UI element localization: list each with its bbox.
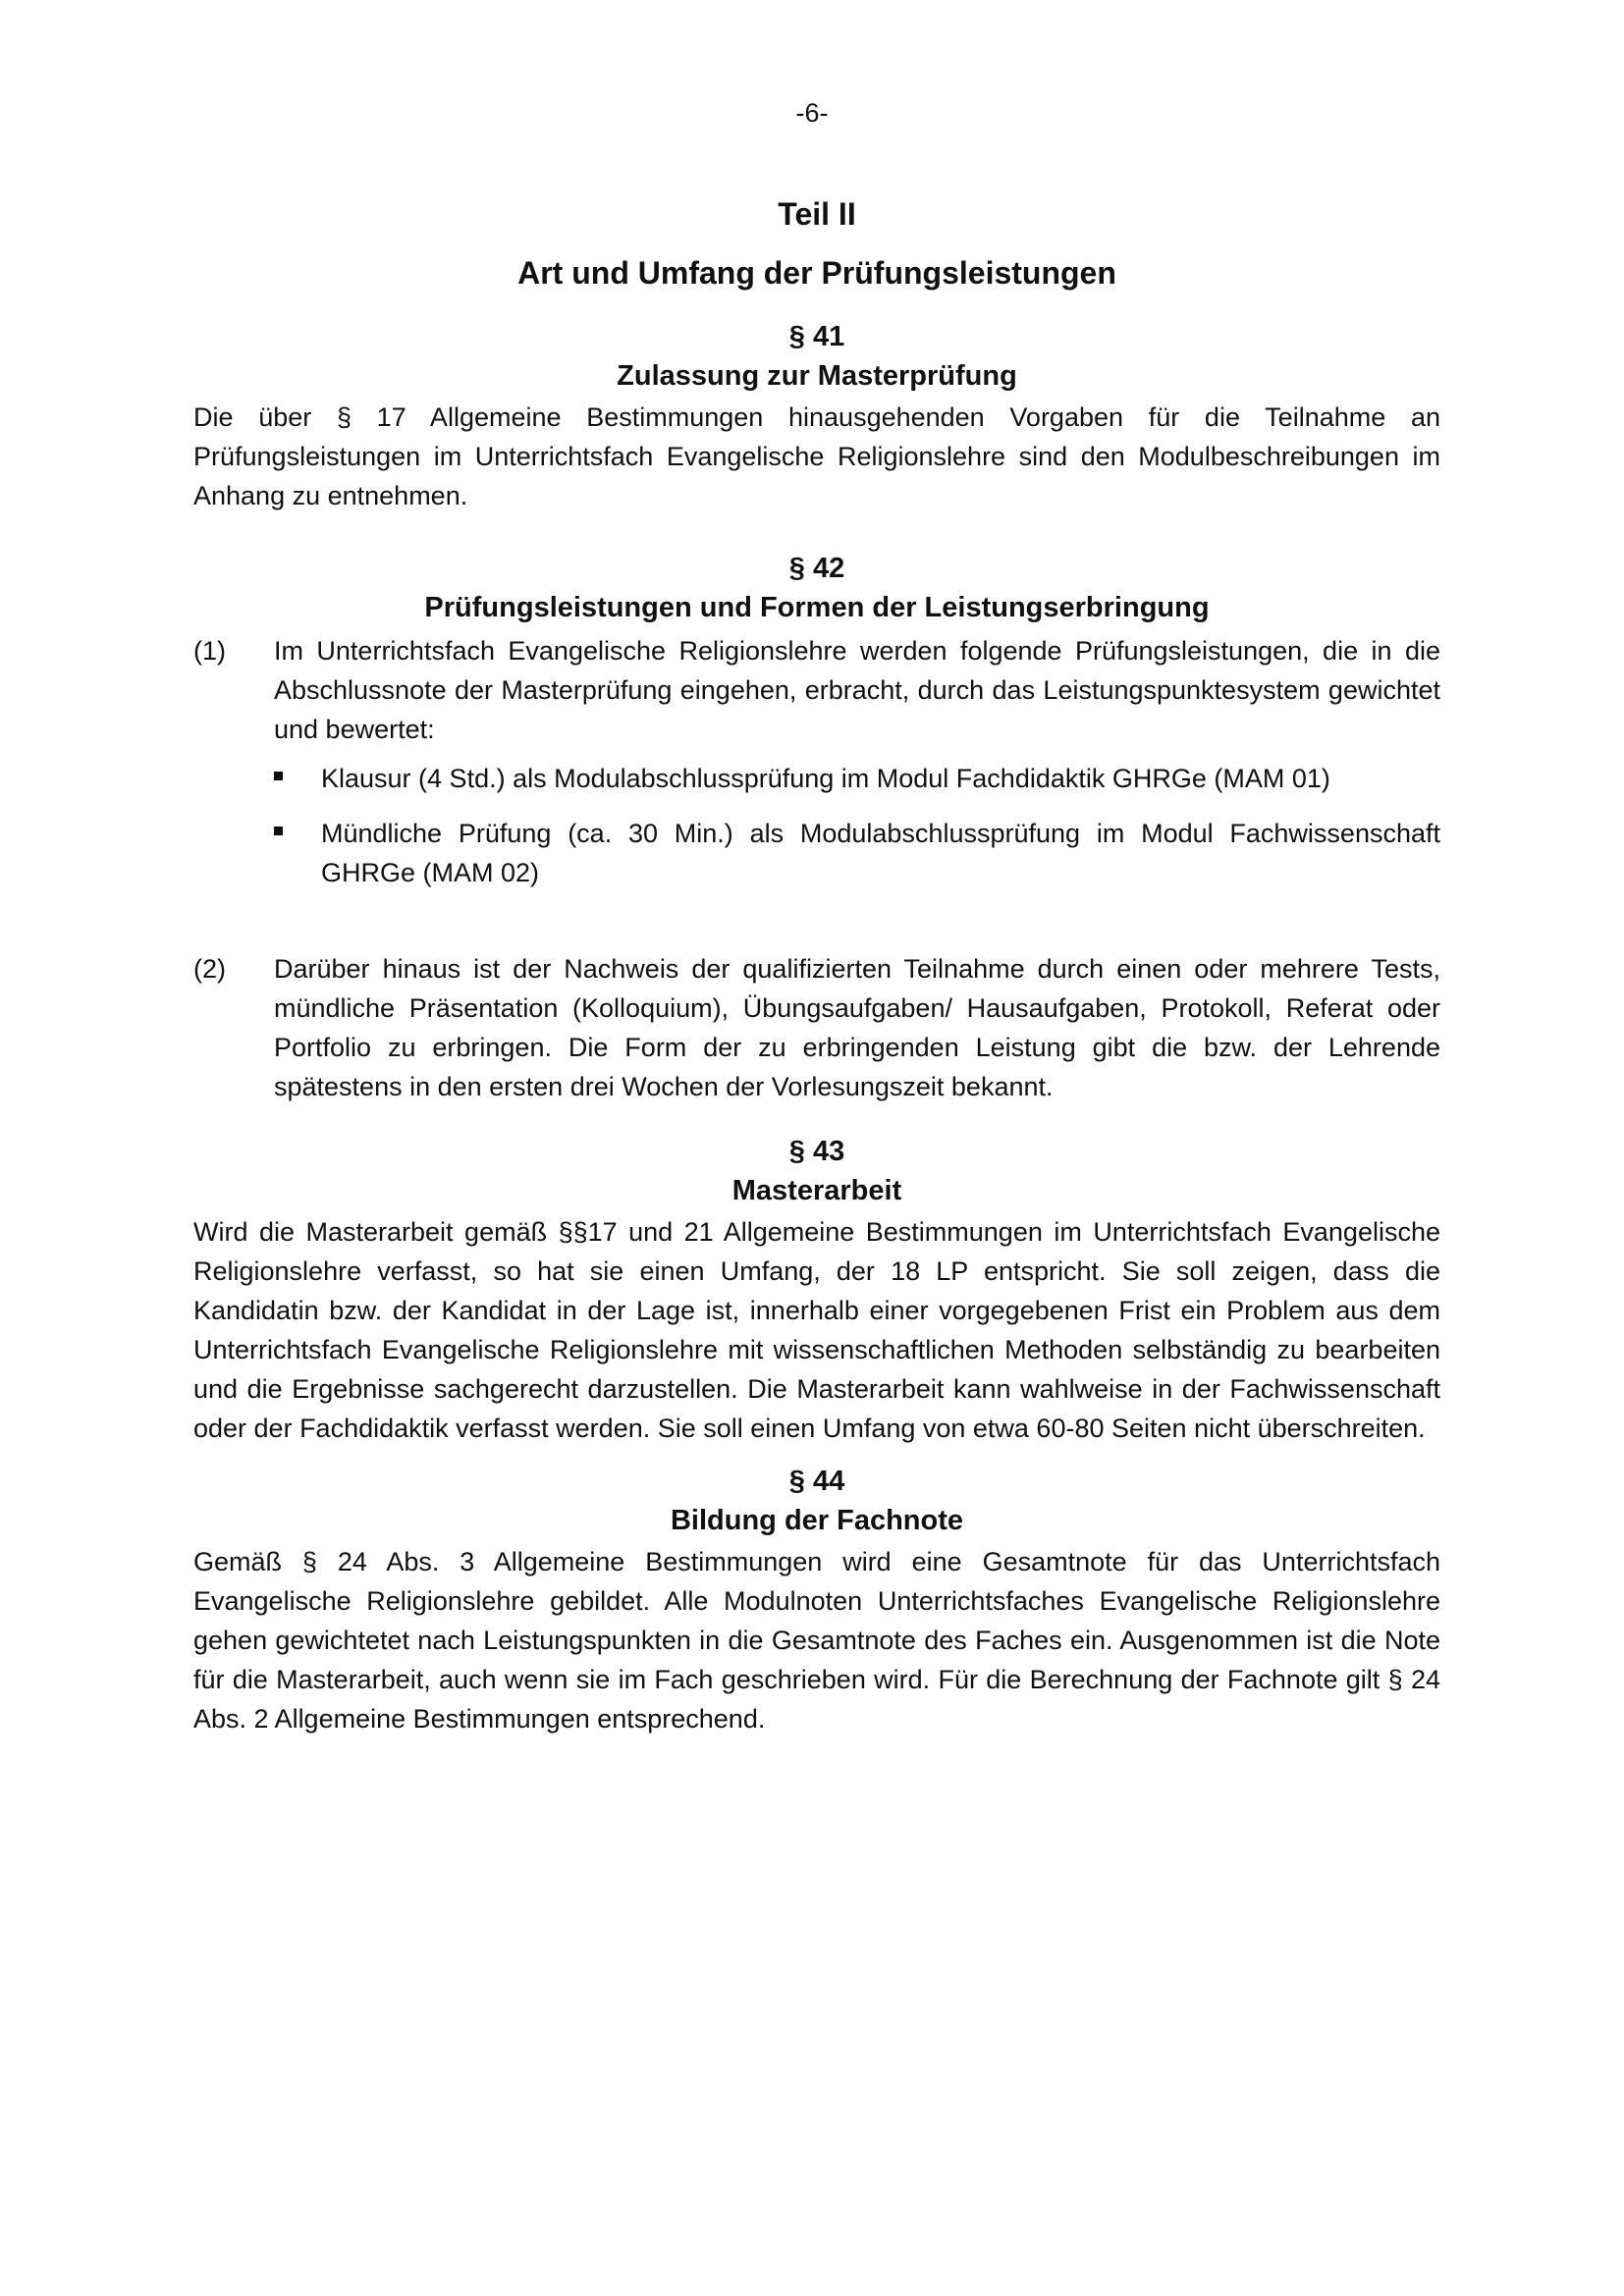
bullet-list — [193, 759, 1440, 892]
paragraph-text: Im Unterrichtsfach Evangelische Religionslehre werden folgende Prüfungsleistungen, die in die Abschlussnote der Masterprüfung eingehen, erbracht, durch das Leistungspunktesystem gewichtet und bewertet: — [274, 636, 1440, 744]
page-number: -6- — [795, 98, 829, 128]
paragraph-label: (1) — [193, 636, 226, 666]
page-content — [193, 191, 1440, 1738]
section-number: § 42 — [788, 553, 845, 584]
section-44 — [193, 1462, 1440, 1738]
square-bullet-icon — [274, 827, 283, 835]
list-item — [321, 814, 1440, 892]
section-title: Masterarbeit — [731, 1175, 902, 1206]
section-number: § 43 — [788, 1136, 845, 1167]
square-bullet-icon — [274, 772, 283, 780]
section-text: Die über § 17 Allgemeine Bestimmungen hinausgehenden Vorgaben für die Teilnahme an Prüfungsleistungen im Unterrichtsfach Evangelische Religionslehre sind den Modulbeschreibungen im Anhang zu entnehmen. — [193, 402, 1440, 510]
section-text: Wird die Masterarbeit gemäß §§17 und 21 Allgemeine Bestimmungen im Unterrichtsfach Evangelische Religionslehre verfasst, so hat sie einen Umfang, der 18 LP entspricht. Sie soll zeigen, dass die Kandidatin bzw. der Kandidat in der Lage ist, innerhalb einer vorgegebenen Frist ein Problem aus dem Unterrichtsfach Evangelische Religionslehre mit wissenschaftlichen Methoden selbständig zu bearbeiten und die Ergebnisse sachgerecht darzustellen. Die Masterarbeit kann wahlweise in der Fachwissenschaft oder der Fachdidaktik verfasst werden. Sie soll einen Umfang von etwa 60-80 Seiten nicht überschreiten. — [193, 1217, 1440, 1443]
paragraph-label: (2) — [193, 954, 226, 984]
part-title: Teil II — [778, 196, 856, 232]
list-item — [321, 759, 1440, 798]
paragraph-text: Darüber hinaus ist der Nachweis der qualifizierten Teilnahme durch einen oder mehrere Tests, mündliche Präsentation (Kolloquium), Übungsaufgaben/ Hausaufgaben, Protokoll, Referat oder Portfolio zu erbringen. Die Form der zu erbringenden Leistung gibt die bzw. der Lehrende spätestens in den ersten drei Wochen der Vorlesungszeit bekannt. — [274, 954, 1440, 1101]
list-item-text: Klausur (4 Std.) als Modulabschlussprüfung im Modul Fachdidaktik GHRGe (MAM 01) — [321, 764, 1330, 793]
section-number: § 41 — [788, 321, 845, 352]
section-title: Bildung der Fachnote — [670, 1505, 964, 1536]
section-title: Prüfungsleistungen und Formen der Leistungserbringung — [424, 592, 1210, 623]
section-42 — [193, 549, 1440, 1106]
section-title: Zulassung zur Masterprüfung — [617, 360, 1017, 392]
section-41 — [193, 317, 1440, 515]
section-text: Gemäß § 24 Abs. 3 Allgemeine Bestimmungen wird eine Gesamtnote für das Unterrichtsfach Evangelische Religionslehre gebildet. Alle Modulnoten Unterrichtsfaches Evangelische Religionslehre gehen gewichtetet nach Leistungspunkten in die Gesamtnote des Faches ein. Ausgenommen ist die Note für die Masterarbeit, auch wenn sie im Fach geschrieben wird. Für die Berechnung der Fachnote gilt § 24 Abs. 2 Allgemeine Bestimmungen entsprechend. — [193, 1547, 1440, 1734]
numbered-paragraph-1 — [193, 631, 1440, 749]
list-item-text: Mündliche Prüfung (ca. 30 Min.) als Modulabschlussprüfung im Modul Fachwissenschaft GHRGe (MAM 02) — [321, 819, 1440, 887]
section-number: § 44 — [788, 1466, 845, 1497]
section-43 — [193, 1132, 1440, 1448]
part-subtitle: Art und Umfang der Prüfungsleistungen — [517, 255, 1116, 291]
numbered-paragraph-2 — [193, 949, 1440, 1106]
